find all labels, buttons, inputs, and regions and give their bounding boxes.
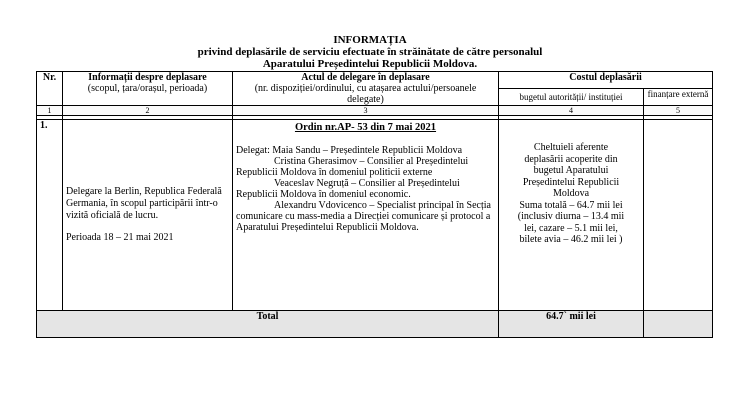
col-header-act-title: Actul de delegare în deplasare [301, 72, 430, 83]
column-number: 4 [499, 106, 644, 116]
column-number: 2 [63, 106, 233, 116]
col-header-act-sub: (nr. dispoziției/ordinului, cu atașarea actului/persoanele delegate) [254, 83, 477, 105]
travel-info-table [36, 71, 713, 338]
col-header-act [233, 72, 499, 106]
delegate-item: Veaceslav Negruță – Consilier al Președintelui Republicii Moldova în domeniul economic. [236, 178, 460, 200]
cost-line: bilete avia – 46.2 mii lei ) [519, 234, 623, 245]
budget-cost-cell [499, 120, 644, 311]
document-header [0, 34, 740, 70]
delegate-item: Cristina Gherasimov – Consilier al Președintelui Republicii Moldova în domeniul politicii externe [236, 156, 469, 178]
cost-line: bugetul Aparatului [533, 165, 609, 176]
document-title: INFORMAȚIA [333, 34, 407, 46]
cost-line: lei, cazare – 5.1 mii lei, [524, 222, 618, 234]
row-number: 1. [37, 120, 63, 311]
total-external [644, 311, 713, 338]
document-subtitle-line-2: Aparatului Președintelui Republicii Moldova. [262, 58, 478, 70]
trip-info-cell [63, 120, 233, 311]
col-header-external: finanțare externă [644, 89, 713, 106]
cost-line: (inclusiv diurna – 13.4 mii [517, 211, 625, 222]
total-row [37, 311, 713, 338]
col-header-info-title: Informații despre deplasare [88, 72, 207, 83]
column-number-row [37, 106, 713, 116]
document-subtitle-line-1: privind deplasările de serviciu efectuate în străinătate de către personalul [197, 46, 543, 58]
cost-line: Moldova [552, 188, 590, 199]
cost-line: Președintelui Republicii [522, 176, 620, 188]
col-header-nr: Nr. [37, 72, 63, 106]
cost-line: deplasării acoperite din [524, 153, 618, 165]
total-label: Total [37, 311, 499, 338]
trip-period: Perioada 18 – 21 mai 2021 [66, 232, 174, 243]
trip-description: Delegare la Berlin, Republica Federală Germania, în scopul participării într-o vizită oficială de lucru. [66, 186, 222, 221]
delegation-act-cell [233, 120, 499, 311]
column-number: 1 [37, 106, 63, 116]
order-reference: Ordin nr.AP- 53 din 7 mai 2021 [294, 122, 437, 133]
total-amount: 64.7` mii lei [499, 311, 644, 338]
header-row [37, 72, 713, 89]
cost-line: Suma totală – 64.7 mii lei [519, 199, 623, 211]
delegate-item: Delegat: Maia Sandu – Președintele Republicii Moldova [236, 145, 463, 156]
table-row [37, 120, 713, 311]
col-header-info-sub: (scopul, țara/orașul, perioada) [87, 83, 208, 94]
col-header-info [63, 72, 233, 106]
delegate-item: Alexandru Vdovicenco – Specialist principal în Secția comunicare cu mass-media a Direcției comunicare și protocol a Aparatului Președintelui Republicii Moldova. [236, 200, 491, 233]
column-number: 5 [644, 106, 713, 116]
col-header-cost: Costul deplasării [499, 72, 713, 89]
cost-line: Cheltuieli aferente [533, 142, 609, 153]
column-number: 3 [233, 106, 499, 116]
col-header-budget: bugetul autorității/ instituției [499, 89, 644, 106]
external-cost-cell [644, 120, 713, 311]
